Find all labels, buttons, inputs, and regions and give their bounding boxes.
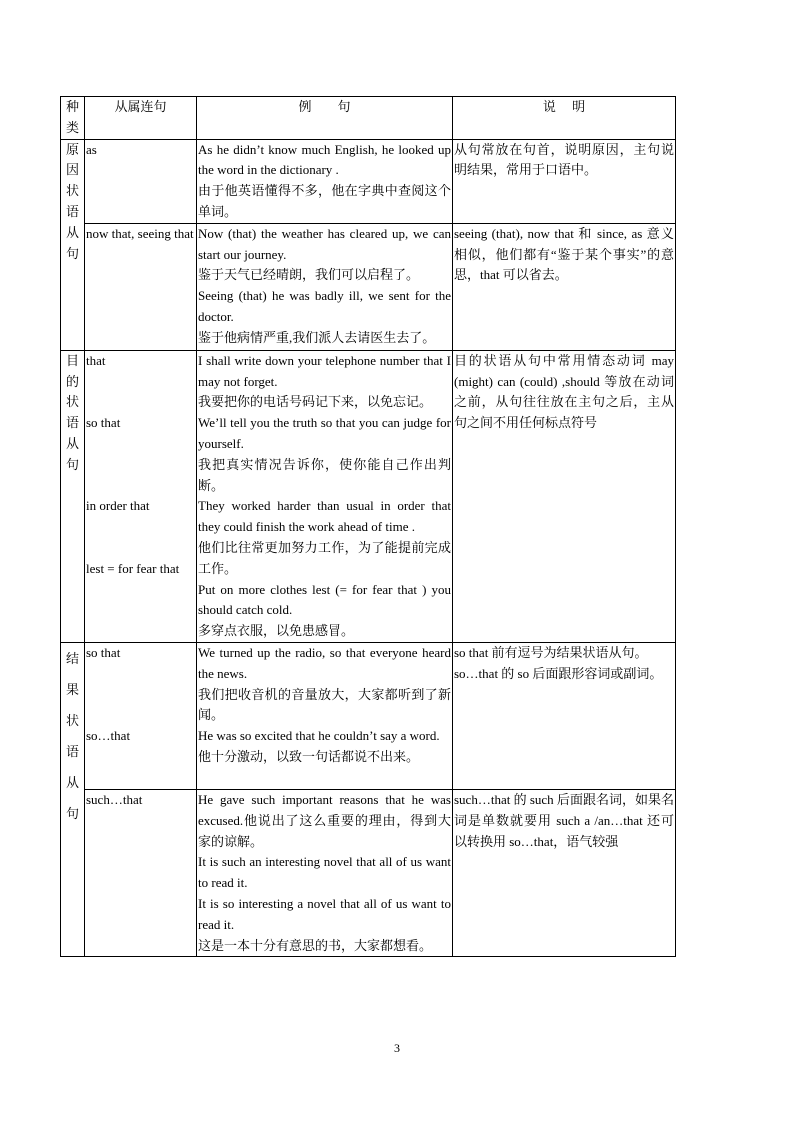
note-text: so that 前有逗号为结果状语从句。 [454,644,648,660]
example-text: It is such an interesting novel that all of us want to read it. [198,854,451,891]
note-cell [453,139,676,223]
conj-text: such…that [86,791,143,807]
note-text: seeing (that), now that 和 since, as 意义相似，他们都有“鉴于某个事实”的意思，that 可以省去。 [454,225,674,283]
grammar-table [60,96,676,957]
example-text: He was so excited that he couldn’t say a word. [198,728,440,744]
example-text: As he didn’t know much English, he looked up the word in the dictionary . [198,141,451,178]
conj-text: now that, seeing that [86,225,194,241]
type-char: 的 [65,373,79,389]
conj-cell [85,223,197,350]
header-example: 例 句 [197,97,453,140]
type-char: 句 [65,805,79,821]
conj-cell [85,139,197,223]
table-row [61,223,676,350]
example-text: 多穿点衣服，以免患感冒。 [198,623,355,639]
type-char: 状 [65,183,79,199]
example-text: 他们比往常更加努力工作，为了能提前完成工作。 [198,539,451,576]
conj-text: lest = for fear that [86,560,180,576]
example-text: 我们把收音机的音量放大，大家都听到了新闻。 [198,686,451,723]
type-reason [61,139,85,350]
example-text: It is so interesting a novel that all of us want to read it. [198,895,451,932]
example-cell [197,789,453,956]
type-char: 句 [65,245,79,261]
example-text: Put on more clothes lest (= for fear that ) you should catch cold. [198,581,451,618]
example-text: 鉴于他病情严重,我们派人去请医生去了。 [198,329,436,345]
example-text: 我要把你的电话号码记下来，以免忘记。 [198,394,433,410]
example-text: Now (that) the weather has cleared up, we can start our journey. [198,225,451,262]
type-char: 从 [65,224,79,240]
example-text: We turned up the radio, so that everyone heard the news. [198,644,451,681]
note-text: 目的状语从句中常用情态动词 may (might) can (could) ,should 等放在动词之前，从句往往放在主句之后，主从句之间不用任何标点符号 [454,352,674,431]
conj-text: so…that [86,728,131,744]
header-note: 说 明 [453,97,676,140]
type-result [61,642,85,956]
conj-text: so that [86,415,121,431]
type-char: 句 [65,456,79,472]
note-cell [453,223,676,350]
type-char: 果 [65,681,79,697]
example-text: 由于他英语懂得不多，他在字典中查阅这个单词。 [198,183,451,219]
type-char: 因 [65,162,79,178]
conj-text: as [86,141,97,157]
table-row [61,789,676,956]
conj-text: that [86,352,106,368]
note-cell [453,789,676,956]
conj-text: so that [86,644,121,660]
type-char: 结 [65,650,79,666]
page-number: 3 [394,1041,400,1055]
type-char: 原 [65,141,79,157]
table-row [61,642,676,789]
header-conj: 从属连句 [85,97,197,140]
note-cell [453,350,676,642]
conj-text: in order that [86,498,150,514]
header-row [61,97,676,140]
example-text: They worked harder than usual in order that they could finish the work ahead of time . [198,498,451,535]
example-text: I shall write down your telephone number that I may not forget. [198,352,451,389]
example-text: 他十分激动，以致一句话都说不出来。 [198,748,420,764]
example-text: Seeing (that) he was badly ill, we sent for the doctor. [198,288,451,324]
note-text: 从句常放在句首，说明原因，主句说明结果，常用于口语中。 [454,141,674,178]
conj-cell [85,642,197,789]
example-text: We’ll tell you the truth so that you can judge for yourself. [198,415,451,451]
example-text: 我把真实情况告诉你，使你能自己作出判断。 [198,456,451,493]
note-text: such…that 的 such 后面跟名词，如果名词是单数就要用 such a /an…that 还可以转换用 so…that，语气较强 [454,791,674,849]
example-cell [197,223,453,350]
conj-cell [85,789,197,956]
conj-cell [85,350,197,642]
example-text: He gave such important reasons that he was excused.他说出了这么重要的理由，得到大家的谅解。 [198,791,451,849]
type-char: 状 [65,394,79,410]
type-char: 从 [65,435,79,451]
note-cell [453,642,676,789]
example-cell [197,350,453,642]
example-cell [197,642,453,789]
note-text: so…that 的 so 后面跟形容词或副词。 [454,665,663,681]
type-purpose [61,350,85,642]
type-char: 语 [65,203,79,219]
example-cell [197,139,453,223]
type-char: 目 [65,352,79,368]
table-row [61,350,676,642]
example-text: 这是一本十分有意思的书，大家都想看。 [198,937,433,953]
example-text: 鉴于天气已经晴朗，我们可以启程了。 [198,267,420,283]
type-char: 从 [65,774,79,790]
header-type: 种类 [61,97,85,140]
table-row [61,139,676,223]
type-char: 状 [65,712,79,728]
type-char: 语 [65,415,79,431]
type-char: 语 [65,743,79,759]
